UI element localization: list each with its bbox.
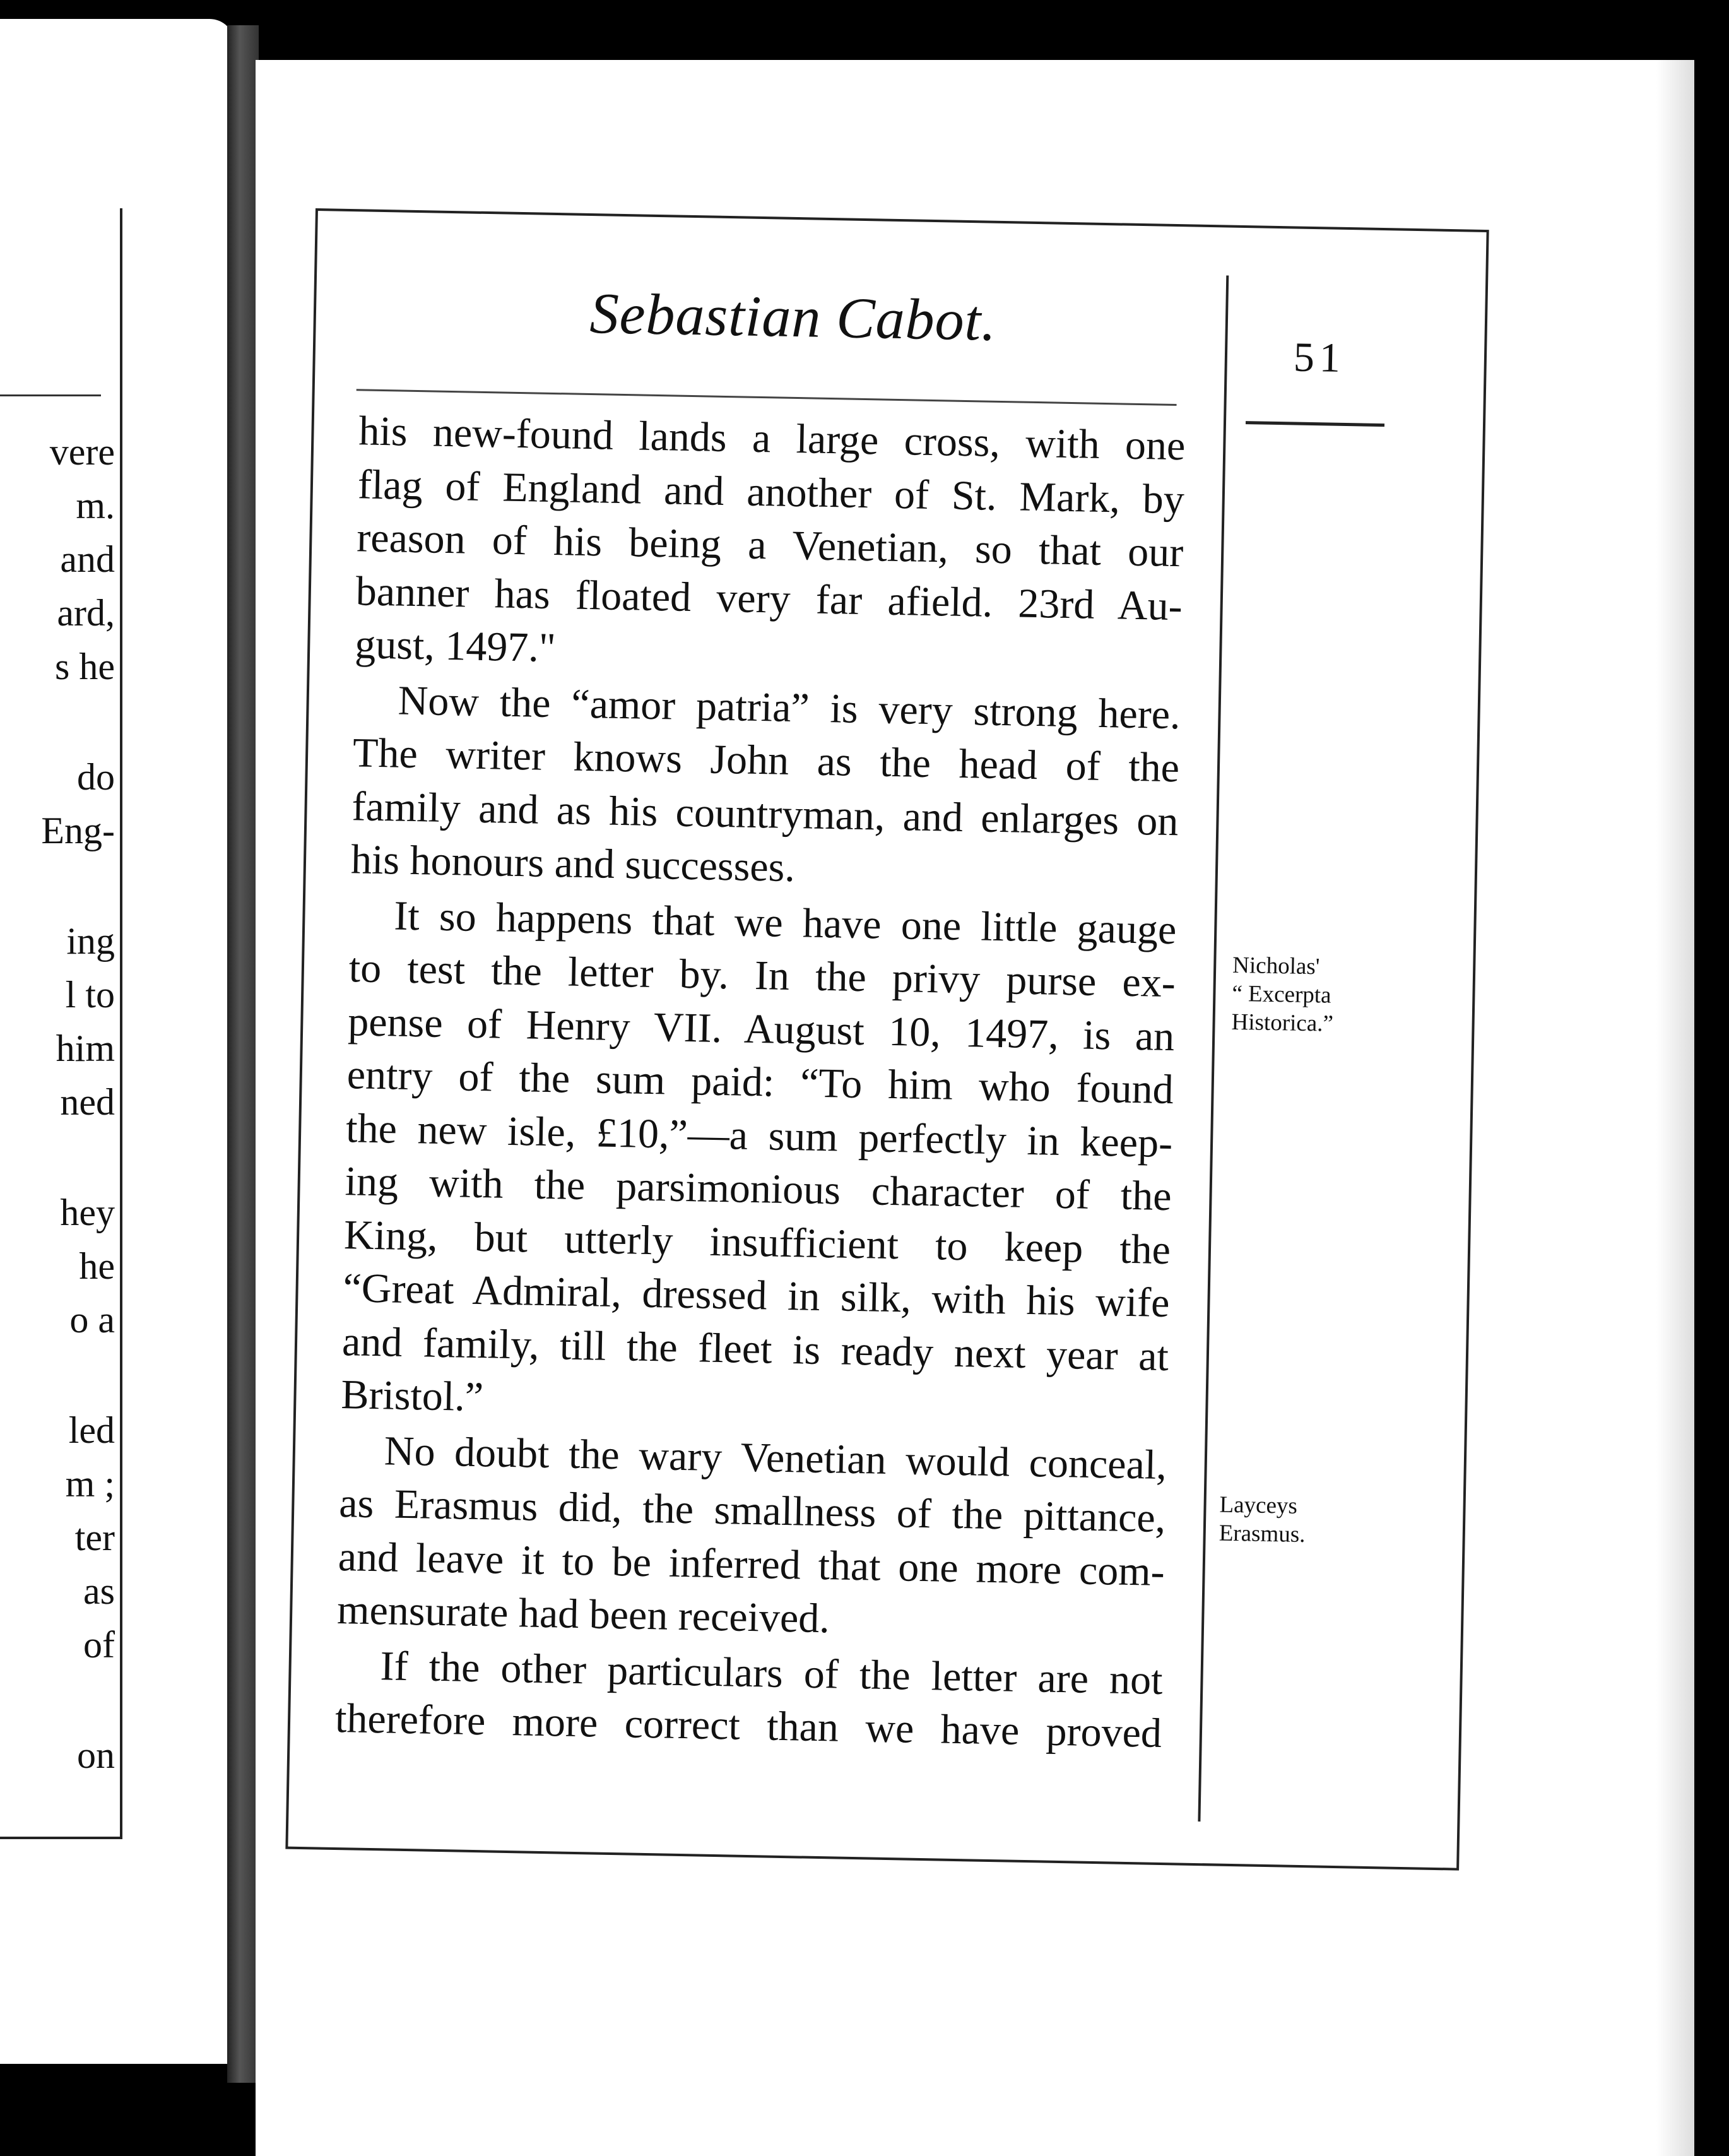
- text-line: entry of the sum paid: “To him who found: [346, 1051, 1174, 1113]
- text-line: ing with the parsimonious character of the: [345, 1158, 1172, 1220]
- left-fragment: him: [56, 1028, 115, 1069]
- left-fragment: ing: [66, 920, 115, 962]
- left-fragment: do: [77, 756, 115, 798]
- left-fragment: vere: [49, 431, 115, 473]
- page-edge-shadow: [1656, 60, 1694, 2156]
- text-line: If the other particulars of the letter are not: [380, 1642, 1164, 1703]
- sidenote-excerpta-historica: [1231, 951, 1396, 1040]
- left-fragment: he: [79, 1245, 115, 1287]
- text-line: to test the letter by. In the privy purse ex-: [348, 945, 1176, 1007]
- left-fragment: on: [77, 1734, 115, 1776]
- text-line: pense of Henry VII. August 10, 1497, is an: [347, 998, 1175, 1060]
- text-line: No doubt the wary Venetian would conceal,: [384, 1427, 1167, 1488]
- text-line: banner has floated very far afield. 23rd Au-: [355, 567, 1183, 629]
- left-fragment: ard,: [57, 592, 115, 634]
- left-fragment: l to: [65, 974, 115, 1016]
- book-gutter-shadow: [227, 25, 259, 2083]
- left-fragment: s he: [55, 646, 115, 687]
- text-line: as Erasmus did, the smallness of the pittance,: [338, 1480, 1166, 1542]
- left-page-text: [0, 19, 115, 2064]
- left-facing-page: [0, 19, 235, 2064]
- text-line: It so happens that we have one little gauge: [393, 892, 1177, 953]
- text-line: gust, 1497.": [354, 621, 557, 672]
- text-line: King, but utterly insufficient to keep the: [343, 1211, 1171, 1273]
- left-fragment: Eng-: [41, 810, 115, 851]
- text-line: “Great Admiral, dressed in silk, with his wife: [342, 1265, 1171, 1327]
- text-line: therefore more correct than we have proved: [334, 1695, 1162, 1756]
- sidenote-line: Historica.”: [1231, 1009, 1334, 1037]
- page-frame: [285, 208, 1489, 1871]
- left-fragment: as: [83, 1570, 115, 1612]
- left-fragment: and: [60, 538, 115, 580]
- text-line: flag of England and another of St. Mark, by: [357, 461, 1185, 523]
- sidenote-erasmus: [1219, 1491, 1384, 1551]
- left-fragment: ter: [74, 1517, 115, 1558]
- text-line: Bristol.”: [340, 1371, 484, 1421]
- sidenote-line: Erasmus.: [1219, 1520, 1306, 1548]
- left-fragment: m.: [76, 485, 115, 526]
- page-number: 51: [1293, 334, 1346, 381]
- left-fragment: o a: [69, 1299, 115, 1341]
- amor-patria-line: Now the “amor patria” is very strong here.: [398, 677, 1181, 738]
- sidenote-line: “ Excerpta: [1232, 980, 1331, 1009]
- text-line: mensurate had been received.: [336, 1587, 830, 1642]
- left-fragment: led: [68, 1409, 115, 1451]
- left-fragment: of: [83, 1624, 115, 1666]
- left-fragment: hey: [60, 1192, 115, 1233]
- text-line: and leave it to be inferred that one more com-: [338, 1533, 1165, 1595]
- left-fragment: m ;: [65, 1463, 115, 1505]
- sidenote-line: Layceys: [1219, 1491, 1298, 1519]
- text-line: his honours and successes.: [350, 836, 796, 891]
- body-text: [334, 405, 1186, 1760]
- text-line: reason of his being a Venetian, so that our: [356, 514, 1184, 576]
- text-line: his new-found lands a large cross, with one: [358, 408, 1186, 470]
- text-line: family and as his countryman, and enlarges on: [351, 783, 1179, 844]
- left-fragment: ned: [60, 1081, 115, 1123]
- text-line: and family, till the fleet is ready next year at: [341, 1318, 1169, 1380]
- text-line: the new isle, £10,”—a sum perfectly in keep-: [345, 1105, 1173, 1166]
- text-line: The writer knows John as the head of the: [352, 730, 1180, 791]
- running-head: Sebastian Cabot.: [589, 281, 998, 353]
- sidenote-line: Nicholas': [1232, 952, 1320, 980]
